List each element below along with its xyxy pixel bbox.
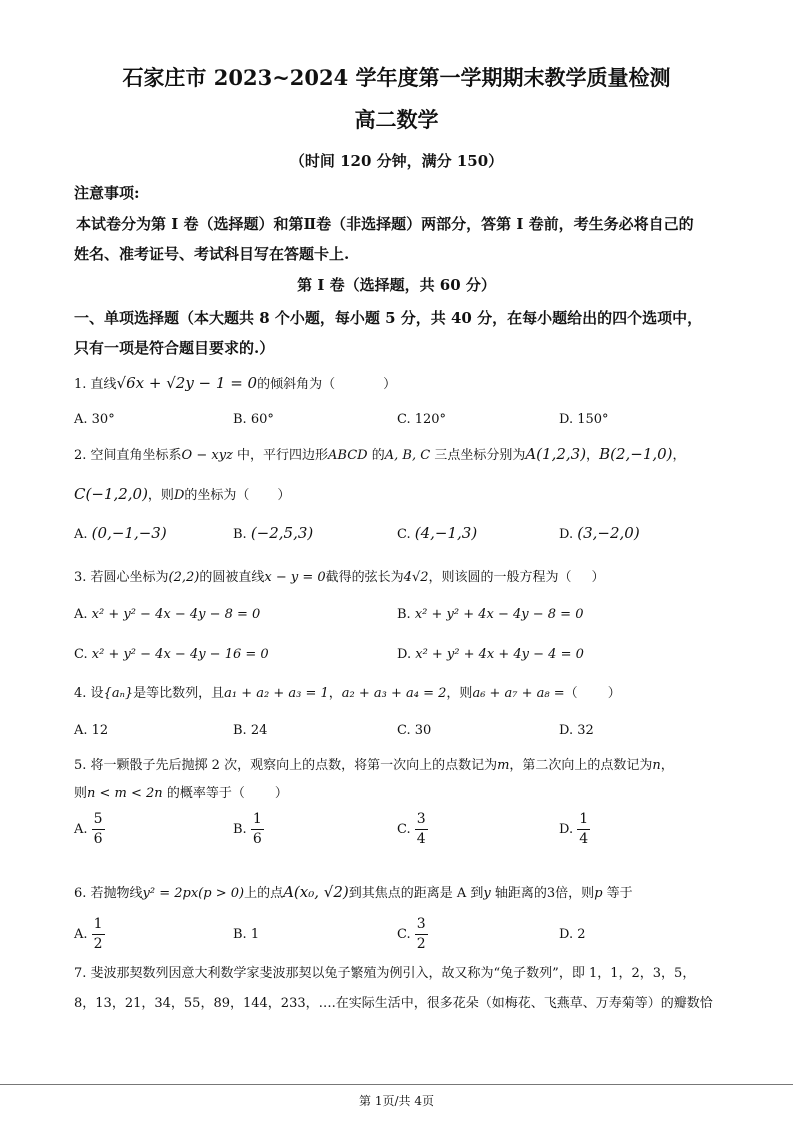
exam-title: 石家庄市 2023~2024 学年度第一学期期末教学质量检测 (122, 65, 671, 90)
question-2-option-a: A. (0,−1,−3) (74, 524, 167, 542)
section-heading-line-2: 只有一项是符合题目要求的.） (74, 339, 275, 357)
notice-heading: 注意事项: (74, 184, 140, 202)
question-6-option-a: A. $\frac{1}{2}$ (74, 916, 103, 952)
question-5-stem-line-2: 则n < m < 2n 的概率等于（ ） (74, 786, 288, 801)
question-4-option-a: A. 12 (74, 723, 109, 738)
question-5-option-b: B. $\frac{1}{6}$ (233, 811, 262, 847)
question-3-stem: 3. 若圆心坐标为(2,2)的圆被直线x − y = 0截得的弦长为4√2，则该圆的一般方程为（ ） (74, 570, 605, 585)
question-4-option-b: B. 24 (233, 723, 268, 738)
question-2-option-c: C. (4,−1,3) (397, 524, 478, 542)
question-3-option-b: B. x² + y² + 4x − 4y − 8 = 0 (397, 607, 584, 622)
question-1-stem: 1. 直线√6x + √2y − 1 = 0的倾斜角为（ ） (74, 374, 397, 392)
exam-subject: 高二数学 (354, 107, 439, 132)
question-3-option-d: D. x² + y² + 4x + 4y − 4 = 0 (397, 647, 584, 662)
question-5-stem-line-1: 5. 将一颗骰子先后抛掷 2 次，观察向上的点数，将第一次向上的点数记为m，第二次向上的点数记为n， (74, 758, 674, 773)
footer-divider (0, 1084, 793, 1085)
question-6-option-c: C. $\frac{3}{2}$ (397, 916, 426, 952)
question-2-option-b: B. (−2,5,3) (233, 524, 314, 542)
question-7-stem-line-1: 7. 斐波那契数列因意大利数学家斐波那契以兔子繁殖为例引入，故又称为“兔子数列”，即 1，1，2，3，5， (74, 966, 696, 981)
question-4-option-c: C. 30 (397, 723, 432, 738)
question-2-stem-line-1: 2. 空间直角坐标系O − xyz 中，平行四边形ABCD 的A, B, C 三点坐标分别为A(1,2,3)，B(2,−1,0)， (74, 445, 686, 463)
question-6-option-d: D. 2 (559, 927, 586, 942)
section-heading-line-1: 一、单项选择题（本大题共 8 个小题，每小题 5 分，共 40 分，在每小题给出的四个选项中， (74, 309, 703, 327)
question-2-stem-line-2: C(−1,2,0)，则D的坐标为（ ） (74, 485, 291, 503)
question-6-option-b: B. 1 (233, 927, 260, 942)
page-number: 第 1页/共 4页 (359, 1094, 434, 1108)
question-5-option-a: A. $\frac{5}{6}$ (74, 811, 103, 847)
notice-line-1: 本试卷分为第 I 卷（选择题）和第Ⅱ卷（非选择题）两部分，答第 I 卷前，考生务必将自己的 (76, 215, 694, 233)
question-3-option-a: A. x² + y² − 4x − 4y − 8 = 0 (74, 607, 261, 622)
notice-line-2: 姓名、准考证号、考试科目写在答题卡上. (74, 245, 350, 263)
question-6-stem: 6. 若抛物线y² = 2px(p > 0)上的点A(x₀, √2)到其焦点的距离是 A 到y 轴距离的3倍，则p 等于 (74, 883, 633, 901)
question-4-stem: 4. 设{aₙ}是等比数列，且a₁ + a₂ + a₃ = 1，a₂ + a₃ + a₄ = 2，则a₆ + a₇ + a₈ =（ ） (74, 686, 621, 701)
question-4-option-d: D. 32 (559, 723, 594, 738)
question-1-option-b: B. 60° (233, 412, 274, 427)
question-2-option-d: D. (3,−2,0) (559, 524, 640, 542)
question-5-option-d: D. $\frac{1}{4}$ (559, 811, 589, 847)
part-title: 第 I 卷（选择题，共 60 分） (297, 276, 496, 294)
question-5-option-c: C. $\frac{3}{4}$ (397, 811, 426, 847)
time-info: （时间 120 分钟，满分 150） (289, 152, 504, 170)
question-3-option-c: C. x² + y² − 4x − 4y − 16 = 0 (74, 647, 269, 662)
question-1-option-c: C. 120° (397, 412, 447, 427)
question-7-stem-line-2: 8，13，21，34，55，89，144，233，….在实际生活中，很多花朵（如梅花、飞燕草、万寿菊等）的瓣数恰 (74, 996, 713, 1011)
question-1-option-d: D. 150° (559, 412, 609, 427)
question-1-option-a: A. 30° (74, 412, 115, 427)
